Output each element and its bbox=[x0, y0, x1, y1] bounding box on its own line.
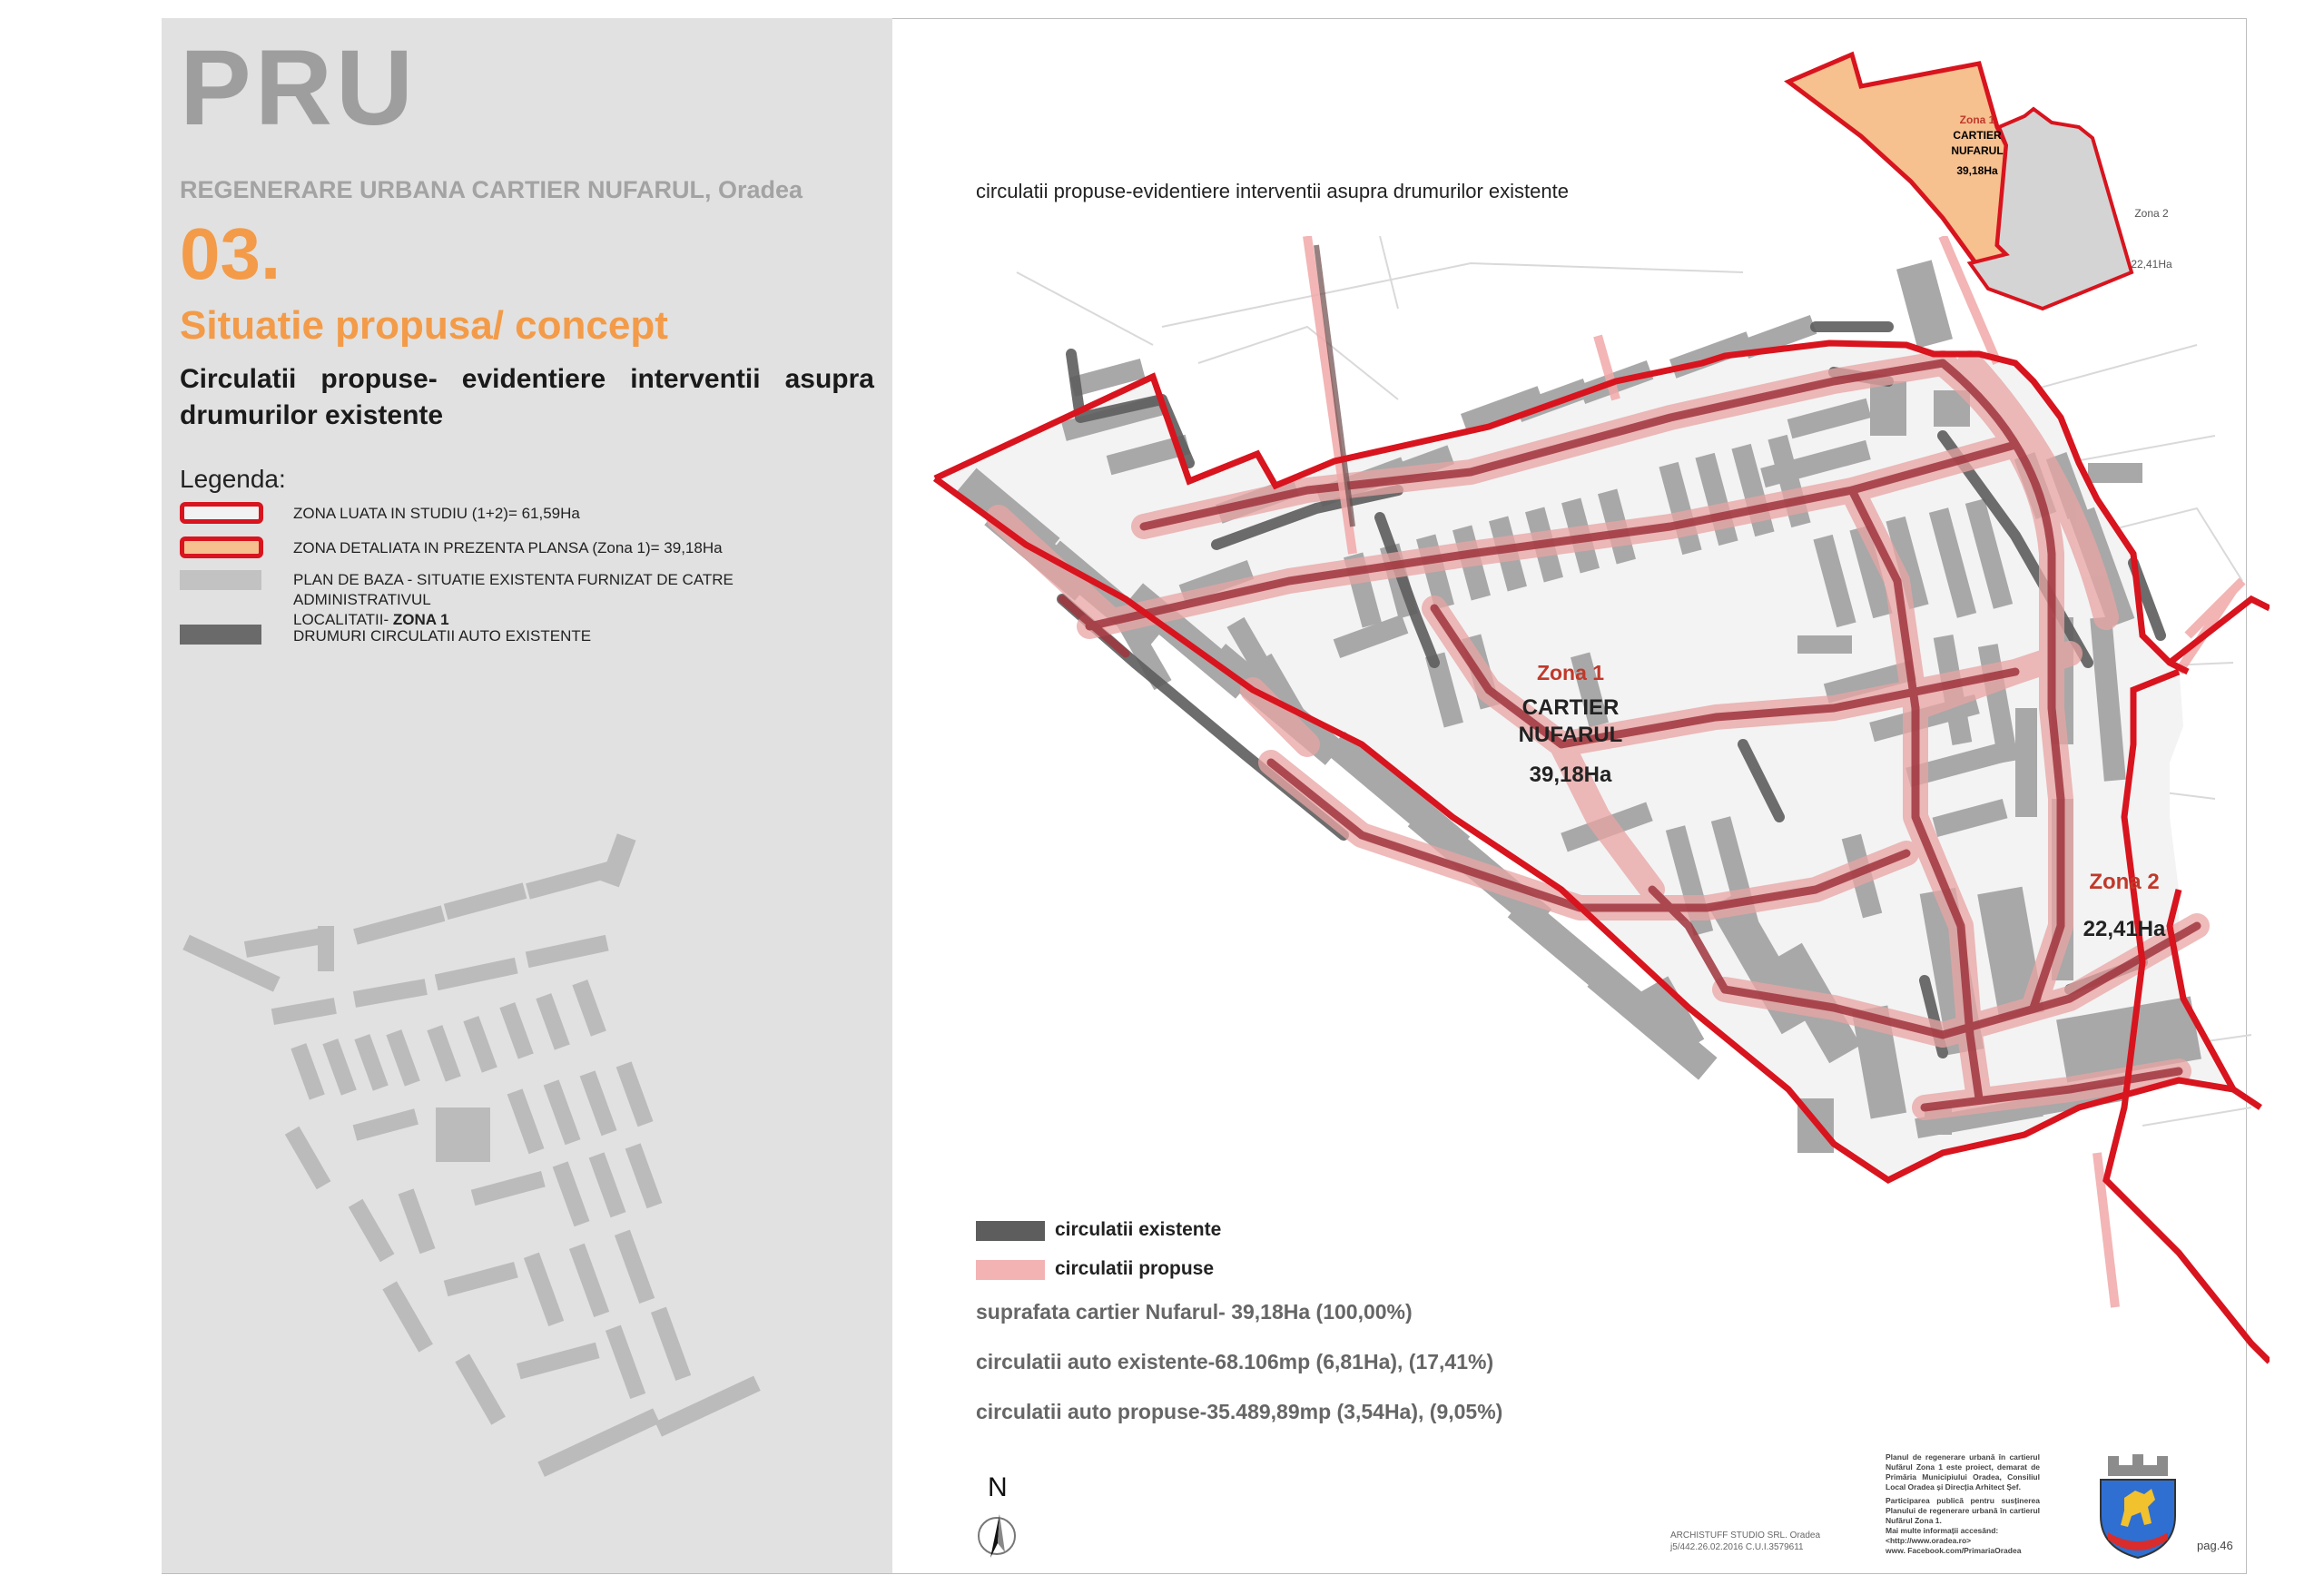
stat-area: suprafata cartier Nufarul- 39,18Ha (100,00%) bbox=[976, 1300, 1413, 1324]
map-caption: circulatii propuse-evidentiere interventii asupra drumurilor existente bbox=[976, 180, 1569, 202]
zone2-label: Zona 2 bbox=[2089, 870, 2160, 894]
credits-link-2[interactable]: www. Facebook.com/PrimariaOradea bbox=[1886, 1546, 2022, 1555]
zone1-area-label: 39,18Ha bbox=[1529, 763, 1612, 787]
credits-text-2: Participarea publică pentru susținerea Planului de regenerare urbană în cartierul Nufărul Zona 1. bbox=[1886, 1496, 2040, 1525]
north-arrow-icon bbox=[974, 1507, 1019, 1561]
inset-zone1-area: 39,18Ha bbox=[1956, 164, 1998, 177]
section-title: Situatie propusa/ concept bbox=[180, 303, 668, 348]
legend-label-base-plan bbox=[293, 570, 874, 630]
inset-zone1-name: Zona 1 bbox=[1959, 113, 1995, 126]
inset-zone1-label bbox=[1923, 113, 2032, 182]
studio-name: ARCHISTUFF STUDIO SRL. Oradea bbox=[1670, 1531, 1821, 1541]
credits-text-1: Planul de regenerare urbană în cartierul Nufărul Zona 1 este proiect, demarat de Primăria Municipiului Oradea, Consiliul Local Oradea și Direcția Arhitect Șef. bbox=[1886, 1452, 2040, 1491]
zone1-district-label-2: NUFARUL bbox=[1518, 723, 1623, 747]
legend-symbol-detail-zone bbox=[180, 536, 263, 558]
map-legend-existing-swatch bbox=[976, 1221, 1045, 1241]
credits-link-1[interactable]: <http://www.oradea.ro> bbox=[1886, 1536, 1972, 1545]
page-number: pag.46 bbox=[2197, 1539, 2233, 1552]
legend-title: Legenda: bbox=[180, 465, 286, 493]
stat-proposed-roads: circulatii auto propuse-35.489,89mp (3,54Ha), (9,05%) bbox=[976, 1400, 1503, 1423]
legend-label-existing-roads: DRUMURI CIRCULATII AUTO EXISTENTE bbox=[293, 627, 592, 645]
stat-existing-roads: circulatii auto existente-68.106mp (6,81Ha), (17,41%) bbox=[976, 1350, 1494, 1373]
inset-map bbox=[1779, 36, 2251, 363]
inset-zone2-area: 22,41Ha bbox=[2131, 258, 2172, 271]
map-legend-existing-label: circulatii existente bbox=[1055, 1219, 1222, 1240]
zone2-area-label: 22,41Ha bbox=[2083, 917, 2166, 941]
mini-plan-graphic bbox=[172, 817, 881, 1543]
legend-symbol-existing-roads bbox=[180, 625, 261, 645]
legend-label-study-zone: ZONA LUATA IN STUDIU (1+2)= 61,59Ha bbox=[293, 505, 580, 522]
brand-title: PRU bbox=[180, 28, 418, 148]
credits-text-3: Mai multe informații accesând: bbox=[1886, 1526, 1999, 1535]
map-legend-proposed-label: circulatii propuse bbox=[1055, 1258, 1215, 1279]
legend-symbol-base-plan bbox=[180, 570, 261, 590]
studio-credits bbox=[1670, 1530, 1820, 1553]
city-coat-of-arms-icon bbox=[2088, 1452, 2188, 1561]
north-label: N bbox=[988, 1472, 1008, 1502]
zone2-boundary-south bbox=[2233, 1089, 2260, 1107]
legend-label-detail-zone: ZONA DETALIATA IN PREZENTA PLANSA (Zona 1)= 39,18Ha bbox=[293, 539, 723, 556]
zone1-label: Zona 1 bbox=[1536, 661, 1605, 684]
inset-zone1-line2: CARTIER bbox=[1953, 129, 2002, 142]
legend-label-base-plan-line2: LOCALITATII- bbox=[293, 611, 393, 628]
inset-zone1-line3: NUFARUL bbox=[1951, 144, 2004, 157]
map-legend-proposed-swatch bbox=[976, 1260, 1045, 1280]
project-title: REGENERARE URBANA CARTIER NUFARUL, Oradea bbox=[180, 176, 803, 203]
sheet-number: 03. bbox=[180, 213, 281, 294]
inset-zone2-label: Zona 2 bbox=[2134, 207, 2169, 220]
legend-label-base-plan-bold: ZONA 1 bbox=[392, 611, 449, 628]
studio-registration: j5/442.26.02.2016 C.U.I.3579611 bbox=[1670, 1542, 1804, 1552]
zone1-district-label: CARTIER bbox=[1521, 695, 1620, 720]
legend-symbol-study-zone bbox=[180, 502, 263, 524]
legend-label-base-plan-line1: PLAN DE BAZA - SITUATIE EXISTENTA FURNIZAT DE CATRE ADMINISTRATIVUL bbox=[293, 571, 734, 608]
sheet-heading: Circulatii propuse- evidentiere interventii asupra drumurilor existente bbox=[180, 364, 874, 430]
project-credits bbox=[1886, 1452, 2040, 1556]
